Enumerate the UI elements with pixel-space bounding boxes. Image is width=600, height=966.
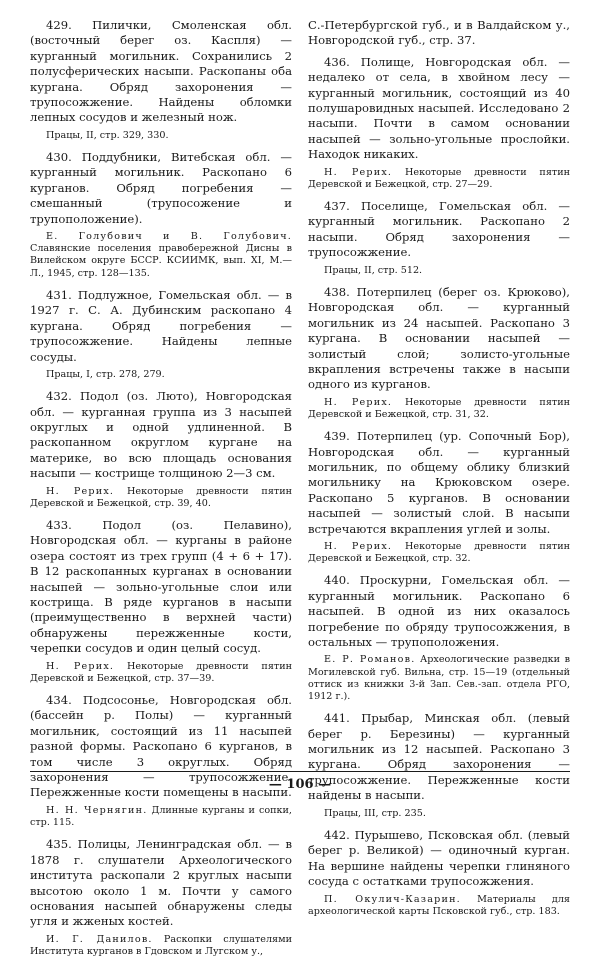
catalog-entry: 440. Проскурни, Гомельская обл. — курганный могильник. Раскопано 6 насыпей. В одной из них оказалось погребение по обряду трупосожжения, в остальных — трупоположения. — [308, 573, 570, 650]
reference-author: Н. Рерих. — [46, 485, 115, 497]
reference-source: Некоторые древности пятин Деревской и Бежецкой, стр. 27—29. — [308, 166, 570, 190]
catalog-entry: С.-Петербургской губ., и в Валдайском у., Новгородской губ., стр. 37. — [308, 18, 570, 48]
reference-source: Материалы для археологической карты Псковской губ., стр. 183. — [308, 893, 570, 917]
catalog-entry: 438. Потерпилец (берег оз. Крюково), Новгородская обл. — курганный могильник из 24 насыпей. Раскопано 3 кургана. В основании насыпей — золистый слой; золисто-угольные вкрапления встречены также в насыпи одного из курганов. — [308, 284, 570, 392]
bibliographic-reference — [30, 805, 292, 829]
catalog-entry: 430. Поддубники, Витебская обл. — курганный могильник. Раскопано 6 курганов. Обряд погребения — смешанный (трупосожение и трупоположение). — [30, 150, 292, 226]
catalog-entry: 439. Потерпилец (ур. Сопочный Бор), Новгородская обл. — курганный могильник, по общему облику близкий могильнику на Крюковском озере. Раскопано 5 курганов. В основании насыпей — золистый слой. В насыпи встречаются вкрапления углей и золы. — [308, 429, 570, 536]
bibliographic-reference — [308, 167, 570, 191]
reference-source: Длинные курганы и сопки, стр. 115. — [30, 804, 292, 829]
reference-source: Некоторые древности пятин Деревской и Бежецкой, стр. 39, 40. — [30, 485, 292, 509]
bibliographic-reference — [30, 934, 292, 958]
bibliographic-reference — [30, 369, 292, 381]
catalog-entry: 436. Полище, Новгородская обл. — недалеко от села, в хвойном лесу — курганный могильник, состоящий из 40 полушаровидных насыпей. Исследовано 2 насыпи. Почти в самом основании насыпей — зольно-угольные прослойки. Находок никаких. — [308, 54, 570, 162]
bibliographic-reference — [30, 130, 292, 142]
reference-author: П. Окулич-Казарин. — [324, 893, 461, 905]
catalog-entry: 433. Подол (оз. Пелавино), Новгородская обл. — курганы в районе озера состоят из трех групп (4 + 6 + 17). В 12 раскопанных курганах в основании насыпей — зольно-угольные слои или кострища. В ряде курганов в насыпи (преимущественно в верхней части) обнаружены пережженные кости, черепки сосудов и один целый сосуд. — [30, 517, 292, 656]
reference-source: Некоторые древности пятин Деревской и Бежецкой, стр. 31, 32. — [308, 396, 570, 420]
bibliographic-reference — [308, 397, 570, 421]
bibliographic-reference — [308, 808, 570, 820]
reference-source: Славянские поселения правобережной Дисны в Вилейском округе БССР. КСИИМК, вып. XI, М.—Л., 1945, стр. 128—135. — [30, 243, 292, 279]
bibliographic-reference — [308, 894, 570, 918]
catalog-entry: 437. Поселище, Гомельская обл. — курганный могильник. Раскопано 2 насыпи. Обряд захоронения — трупосожжение. — [308, 199, 570, 260]
catalog-entry: 435. Полицы, Ленинградская обл. — в 1878 г. слушатели Археологического института раскопали 2 круглых насыпи высотою около 1 м. Почти у самого основания насыпей обнаружены следы угля и жженых костей. — [30, 837, 292, 929]
catalog-entry: 432. Подол (оз. Люто), Новгородская обл. — курганная группа из 3 насыпей округлых и одной удлиненной. В раскопанном округлом кургане на материке, во всю площадь основания насыпи — кострище толщиною 2—3 см. — [30, 389, 292, 481]
bibliographic-reference — [308, 654, 570, 703]
bibliographic-reference — [308, 265, 570, 277]
reference-author: Е. Голубович и В. Голубович. — [46, 231, 292, 243]
bibliographic-reference — [30, 486, 292, 510]
reference-source: Працы, II, стр. 329, 330. — [46, 129, 169, 141]
reference-source: Археологические разведки в Могилевской губ. Вильна, стр. 15—19 (отдельный оттиск из книжки 3-й Зап. Сев.-зап. отдела РГО, 1912 г.). — [308, 654, 570, 703]
reference-author: Н. Рерих. — [324, 166, 393, 178]
left-column — [30, 18, 292, 966]
bibliographic-reference — [30, 231, 292, 280]
reference-source: Раскопки слушателями Института курганов в Гдовском и Лугском у., — [30, 933, 292, 957]
bibliographic-reference — [30, 661, 292, 685]
reference-source: Працы, II, стр. 512. — [324, 264, 423, 276]
reference-author: Н. Н. Чернягин. — [46, 804, 148, 816]
catalog-entry: 442. Пурышево, Псковская обл. (левый берег р. Великой) — одиночный курган. На вершине найдены черепки глиняного сосуда с остатками трупосожжения. — [308, 827, 570, 889]
reference-author: Н. Рерих. — [324, 540, 393, 552]
bibliographic-reference — [308, 541, 570, 565]
reference-author: Н. Рерих. — [324, 396, 393, 408]
reference-author: Н. Рерих. — [46, 660, 115, 672]
catalog-entry: 441. Прыбар, Минская обл. (левый берег р. Березины) — курганный могильник из 12 насыпей. Раскопано 3 кургана. Обряд захоронения — трупосожжение. Пережженные кости найдены в насыпи. — [308, 711, 570, 803]
reference-author: И. Г. Данилов. — [46, 933, 153, 945]
reference-source: Некоторые древности пятин Деревской и Бежецкой, стр. 32. — [308, 540, 570, 565]
reference-source: Працы, III, стр. 235. — [324, 807, 426, 819]
page-number: — 106 — — [268, 777, 332, 792]
catalog-entry: 434. Подсосонье, Новгородская обл. (бассейн р. Полы) — курганный могильник, состоящий из 11 насыпей разной формы. Раскопано 6 курганов, в том числе 3 округлых. Обряд захоронения — трупосожжение. Пережженные кости помещены в насыпи. — [30, 693, 292, 800]
reference-author: Е. Р. Романов. — [324, 654, 416, 666]
catalog-entry: 429. Пилички, Смоленская обл. (восточный берег оз. Каспля) — курганный могильник. Сохранились 2 полусферических насыпи. Раскопаны оба кургана. Обряд захоронения — трупосожжение. Найдены обломки лепных сосудов и железный нож. — [30, 18, 292, 125]
catalog-entry: 431. Подлужное, Гомельская обл. — в 1927 г. С. А. Дубинским раскопано 4 кургана. Обряд погребения — трупосожжение. Найдены лепные сосуды. — [30, 287, 292, 364]
reference-source: Некоторые древности пятин Деревской и Бежецкой, стр. 37—39. — [30, 660, 292, 684]
reference-source: Працы, I, стр. 278, 279. — [46, 368, 165, 380]
footer-rule — [30, 771, 570, 772]
